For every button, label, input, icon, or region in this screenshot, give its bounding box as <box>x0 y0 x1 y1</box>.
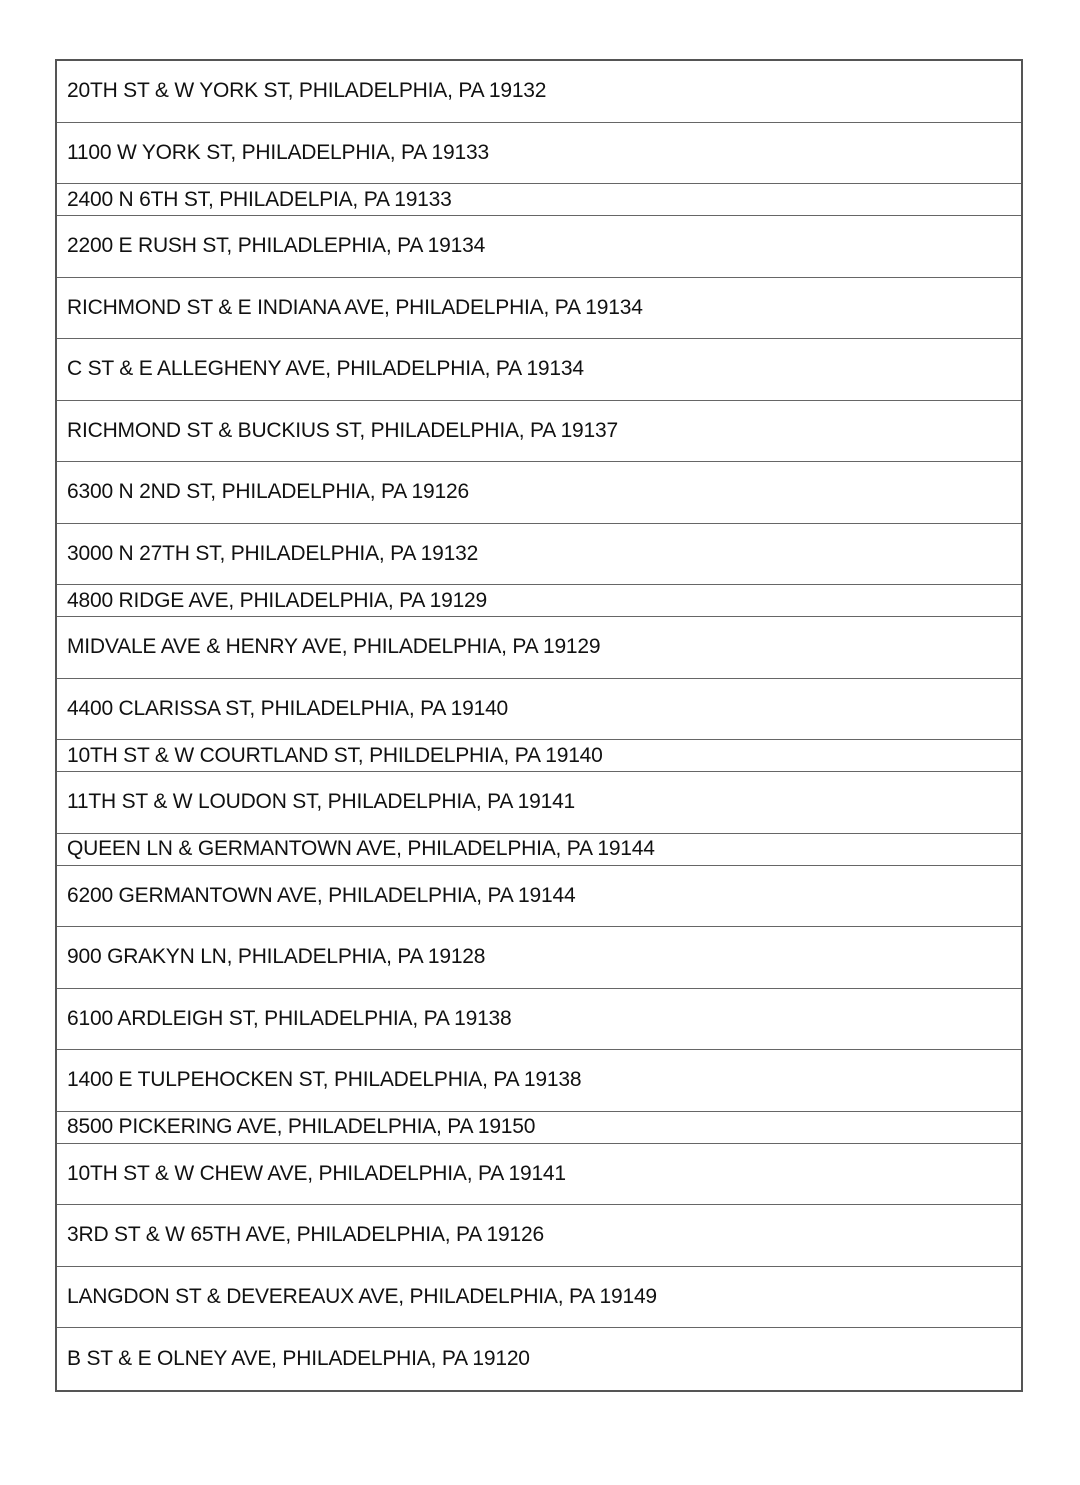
address-text: LANGDON ST & DEVEREAUX AVE, PHILADELPHIA, PA 19149 <box>67 1284 657 1308</box>
address-text: 10TH ST & W COURTLAND ST, PHILDELPHIA, PA 19140 <box>67 743 603 767</box>
address-row <box>57 772 1021 834</box>
address-row <box>57 989 1021 1051</box>
address-text: MIDVALE AVE & HENRY AVE, PHILADELPHIA, PA 19129 <box>67 635 601 659</box>
address-row <box>57 617 1021 679</box>
address-text: B ST & E OLNEY AVE, PHILADELPHIA, PA 19120 <box>67 1346 530 1370</box>
address-text: 3000 N 27TH ST, PHILADELPHIA, PA 19132 <box>67 541 479 565</box>
address-text: 10TH ST & W CHEW AVE, PHILADELPHIA, PA 19141 <box>67 1161 566 1185</box>
address-row <box>57 123 1021 185</box>
address-row <box>57 1328 1021 1390</box>
address-row <box>57 462 1021 524</box>
address-row <box>57 679 1021 741</box>
address-row <box>57 585 1021 617</box>
address-text: 1400 E TULPEHOCKEN ST, PHILADELPHIA, PA 19138 <box>67 1068 582 1092</box>
address-row <box>57 339 1021 401</box>
address-text: 11TH ST & W LOUDON ST, PHILADELPHIA, PA 19141 <box>67 790 576 814</box>
address-row <box>57 866 1021 928</box>
address-text: RICHMOND ST & BUCKIUS ST, PHILADELPHIA, PA 19137 <box>67 418 618 442</box>
address-row <box>57 524 1021 586</box>
address-row <box>57 184 1021 216</box>
address-text: 4800 RIDGE AVE, PHILADELPHIA, PA 19129 <box>67 588 488 612</box>
address-row <box>57 216 1021 278</box>
address-text: 4400 CLARISSA ST, PHILADELPHIA, PA 19140 <box>67 696 509 720</box>
address-text: 6200 GERMANTOWN AVE, PHILADELPHIA, PA 19144 <box>67 883 576 907</box>
address-text: 3RD ST & W 65TH AVE, PHILADELPHIA, PA 19126 <box>67 1223 544 1247</box>
address-row <box>57 1050 1021 1112</box>
address-text: 900 GRAKYN LN, PHILADELPHIA, PA 19128 <box>67 945 486 969</box>
address-table <box>55 59 1023 1392</box>
address-row <box>57 1144 1021 1206</box>
address-row <box>57 61 1021 123</box>
address-row <box>57 1267 1021 1329</box>
address-text: QUEEN LN & GERMANTOWN AVE, PHILADELPHIA, PA 19144 <box>67 837 655 860</box>
address-text: 8500 PICKERING AVE, PHILADELPHIA, PA 19150 <box>67 1115 536 1138</box>
address-row <box>57 278 1021 340</box>
address-text: 6100 ARDLEIGH ST, PHILADELPHIA, PA 19138 <box>67 1006 512 1030</box>
address-row <box>57 401 1021 463</box>
address-row <box>57 1205 1021 1267</box>
address-text: C ST & E ALLEGHENY AVE, PHILADELPHIA, PA 19134 <box>67 357 584 381</box>
address-row <box>57 740 1021 772</box>
address-row <box>57 1112 1021 1144</box>
address-text: 6300 N 2ND ST, PHILADELPHIA, PA 19126 <box>67 480 469 504</box>
address-row <box>57 834 1021 866</box>
address-text: 2200 E RUSH ST, PHILADLEPHIA, PA 19134 <box>67 234 486 258</box>
address-text: 20TH ST & W YORK ST, PHILADELPHIA, PA 19132 <box>67 79 547 103</box>
address-text: 2400 N 6TH ST, PHILADELPIA, PA 19133 <box>67 187 452 211</box>
address-text: RICHMOND ST & E INDIANA AVE, PHILADELPHIA, PA 19134 <box>67 295 643 319</box>
address-text: 1100 W YORK ST, PHILADELPHIA, PA 19133 <box>67 140 489 164</box>
address-row <box>57 927 1021 989</box>
